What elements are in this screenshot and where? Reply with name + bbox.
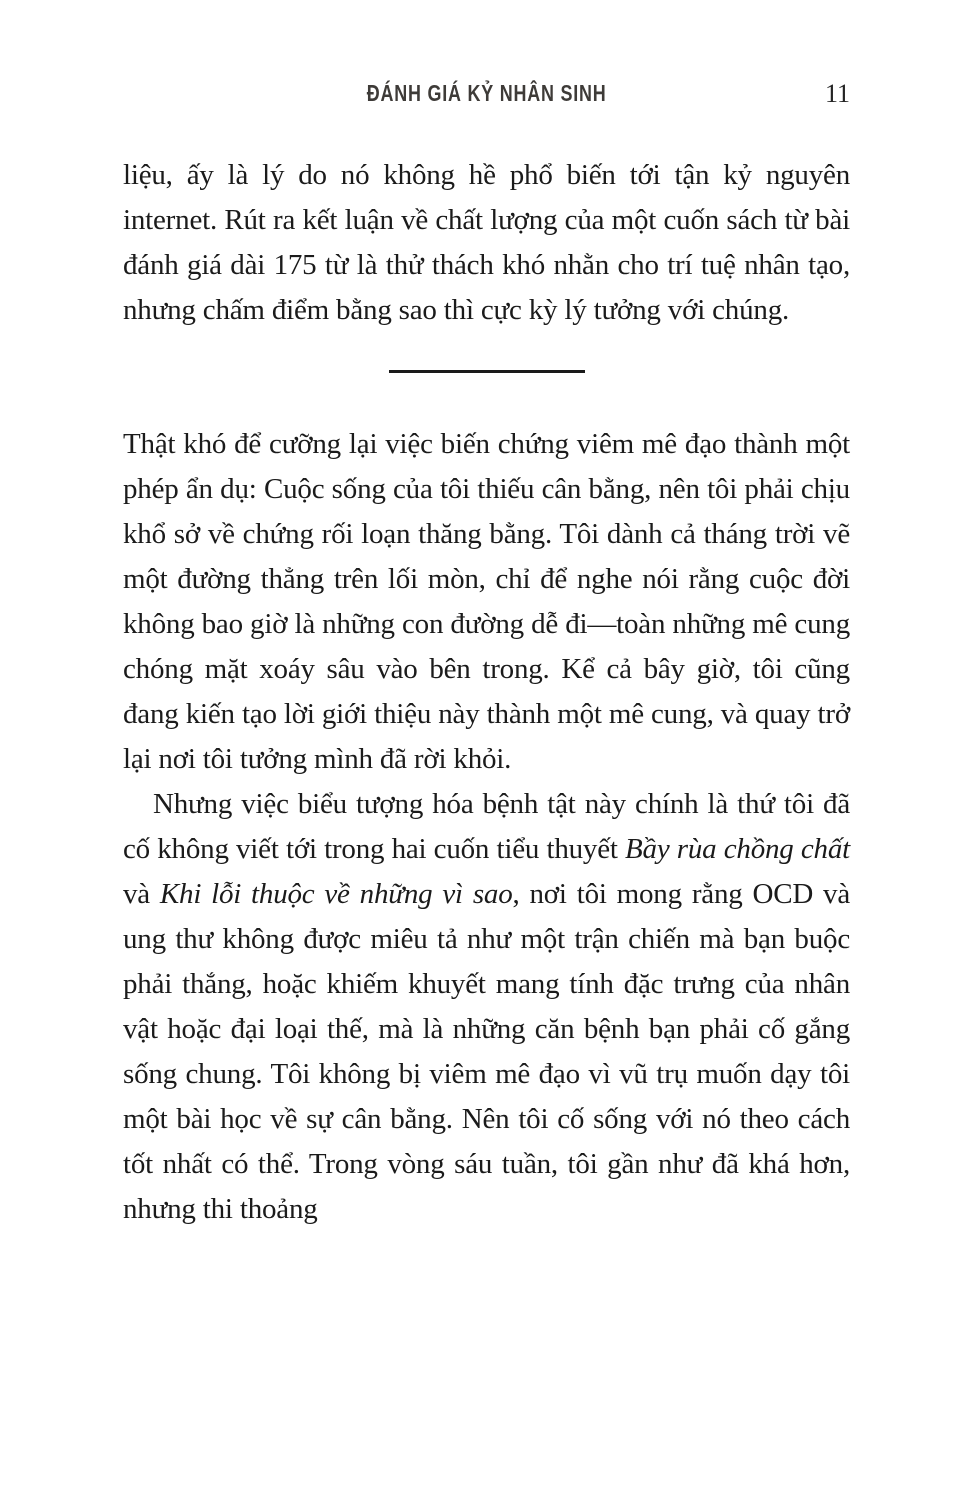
book-title-turtles-all-the-way-down: Bầy rùa chồng chất bbox=[625, 833, 850, 865]
section-divider-rule bbox=[389, 370, 585, 373]
text-segment: Nhưng việc biểu tượng hóa bệnh tật này chính là thứ tôi đã cố không viết tới trong hai cuốn tiểu thuyết bbox=[123, 788, 850, 865]
paragraph-section-opening: Thật khó để cưỡng lại việc biến chứng viêm mê đạo thành một phép ẩn dụ: Cuộc sống của tôi thiếu cân bằng, nên tôi phải chịu khổ sở về chứng rối loạn thăng bằng. Tôi dành cả tháng trời vẽ một đường thẳng trên lối mòn, chỉ để nghe nói rằng cuộc đời không bao giờ là những con đường dễ đi—toàn những mê cung chóng mặt xoáy sâu vào bên trong. Kể cả bây giờ, tôi cũng đang kiến tạo lời giới thiệu này thành một mê cung, và quay trở lại nơi tôi tưởng mình đã rời khỏi. bbox=[123, 428, 850, 775]
running-title: ĐÁNH GIÁ KỶ NHÂN SINH bbox=[366, 80, 607, 106]
running-header bbox=[123, 80, 850, 110]
text-segment: , nơi tôi mong rằng OCD và ung thư không được miêu tả như một trận chiến mà bạn buộc phải thắng, hoặc khiếm khuyết mang tính đặc trưng của nhân vật hoặc đại loại thế, mà là những căn bệnh bạn phải cố gắng sống chung. Tôi không bị viêm mê đạo vì vũ trụ muốn dạy tôi một bài học về sự cân bằng. Nên tôi cố sống với nó theo cách tốt nhất có thể. Trong vòng sáu tuần, tôi gần như đã khá hơn, nhưng thi thoảng bbox=[123, 878, 850, 1225]
paragraph-continued-from-previous-page: liệu, ấy là lý do nó không hề phổ biến tới tận kỷ nguyên internet. Rút ra kết luận về chất lượng của một cuốn sách từ bài đánh giá dài 175 từ là thử thách khó nhằn cho trí tuệ nhân tạo, nhưng chấm điểm bằng sao thì cực kỳ lý tưởng với chúng. bbox=[123, 159, 850, 326]
text-segment: và bbox=[123, 878, 160, 910]
paragraph-with-book-titles bbox=[123, 782, 850, 1232]
running-title-wrap bbox=[123, 80, 850, 107]
page-number: 11 bbox=[824, 79, 850, 108]
page-body bbox=[123, 153, 850, 1232]
book-title-the-fault-in-our-stars: Khi lỗi thuộc về những vì sao bbox=[159, 878, 513, 910]
